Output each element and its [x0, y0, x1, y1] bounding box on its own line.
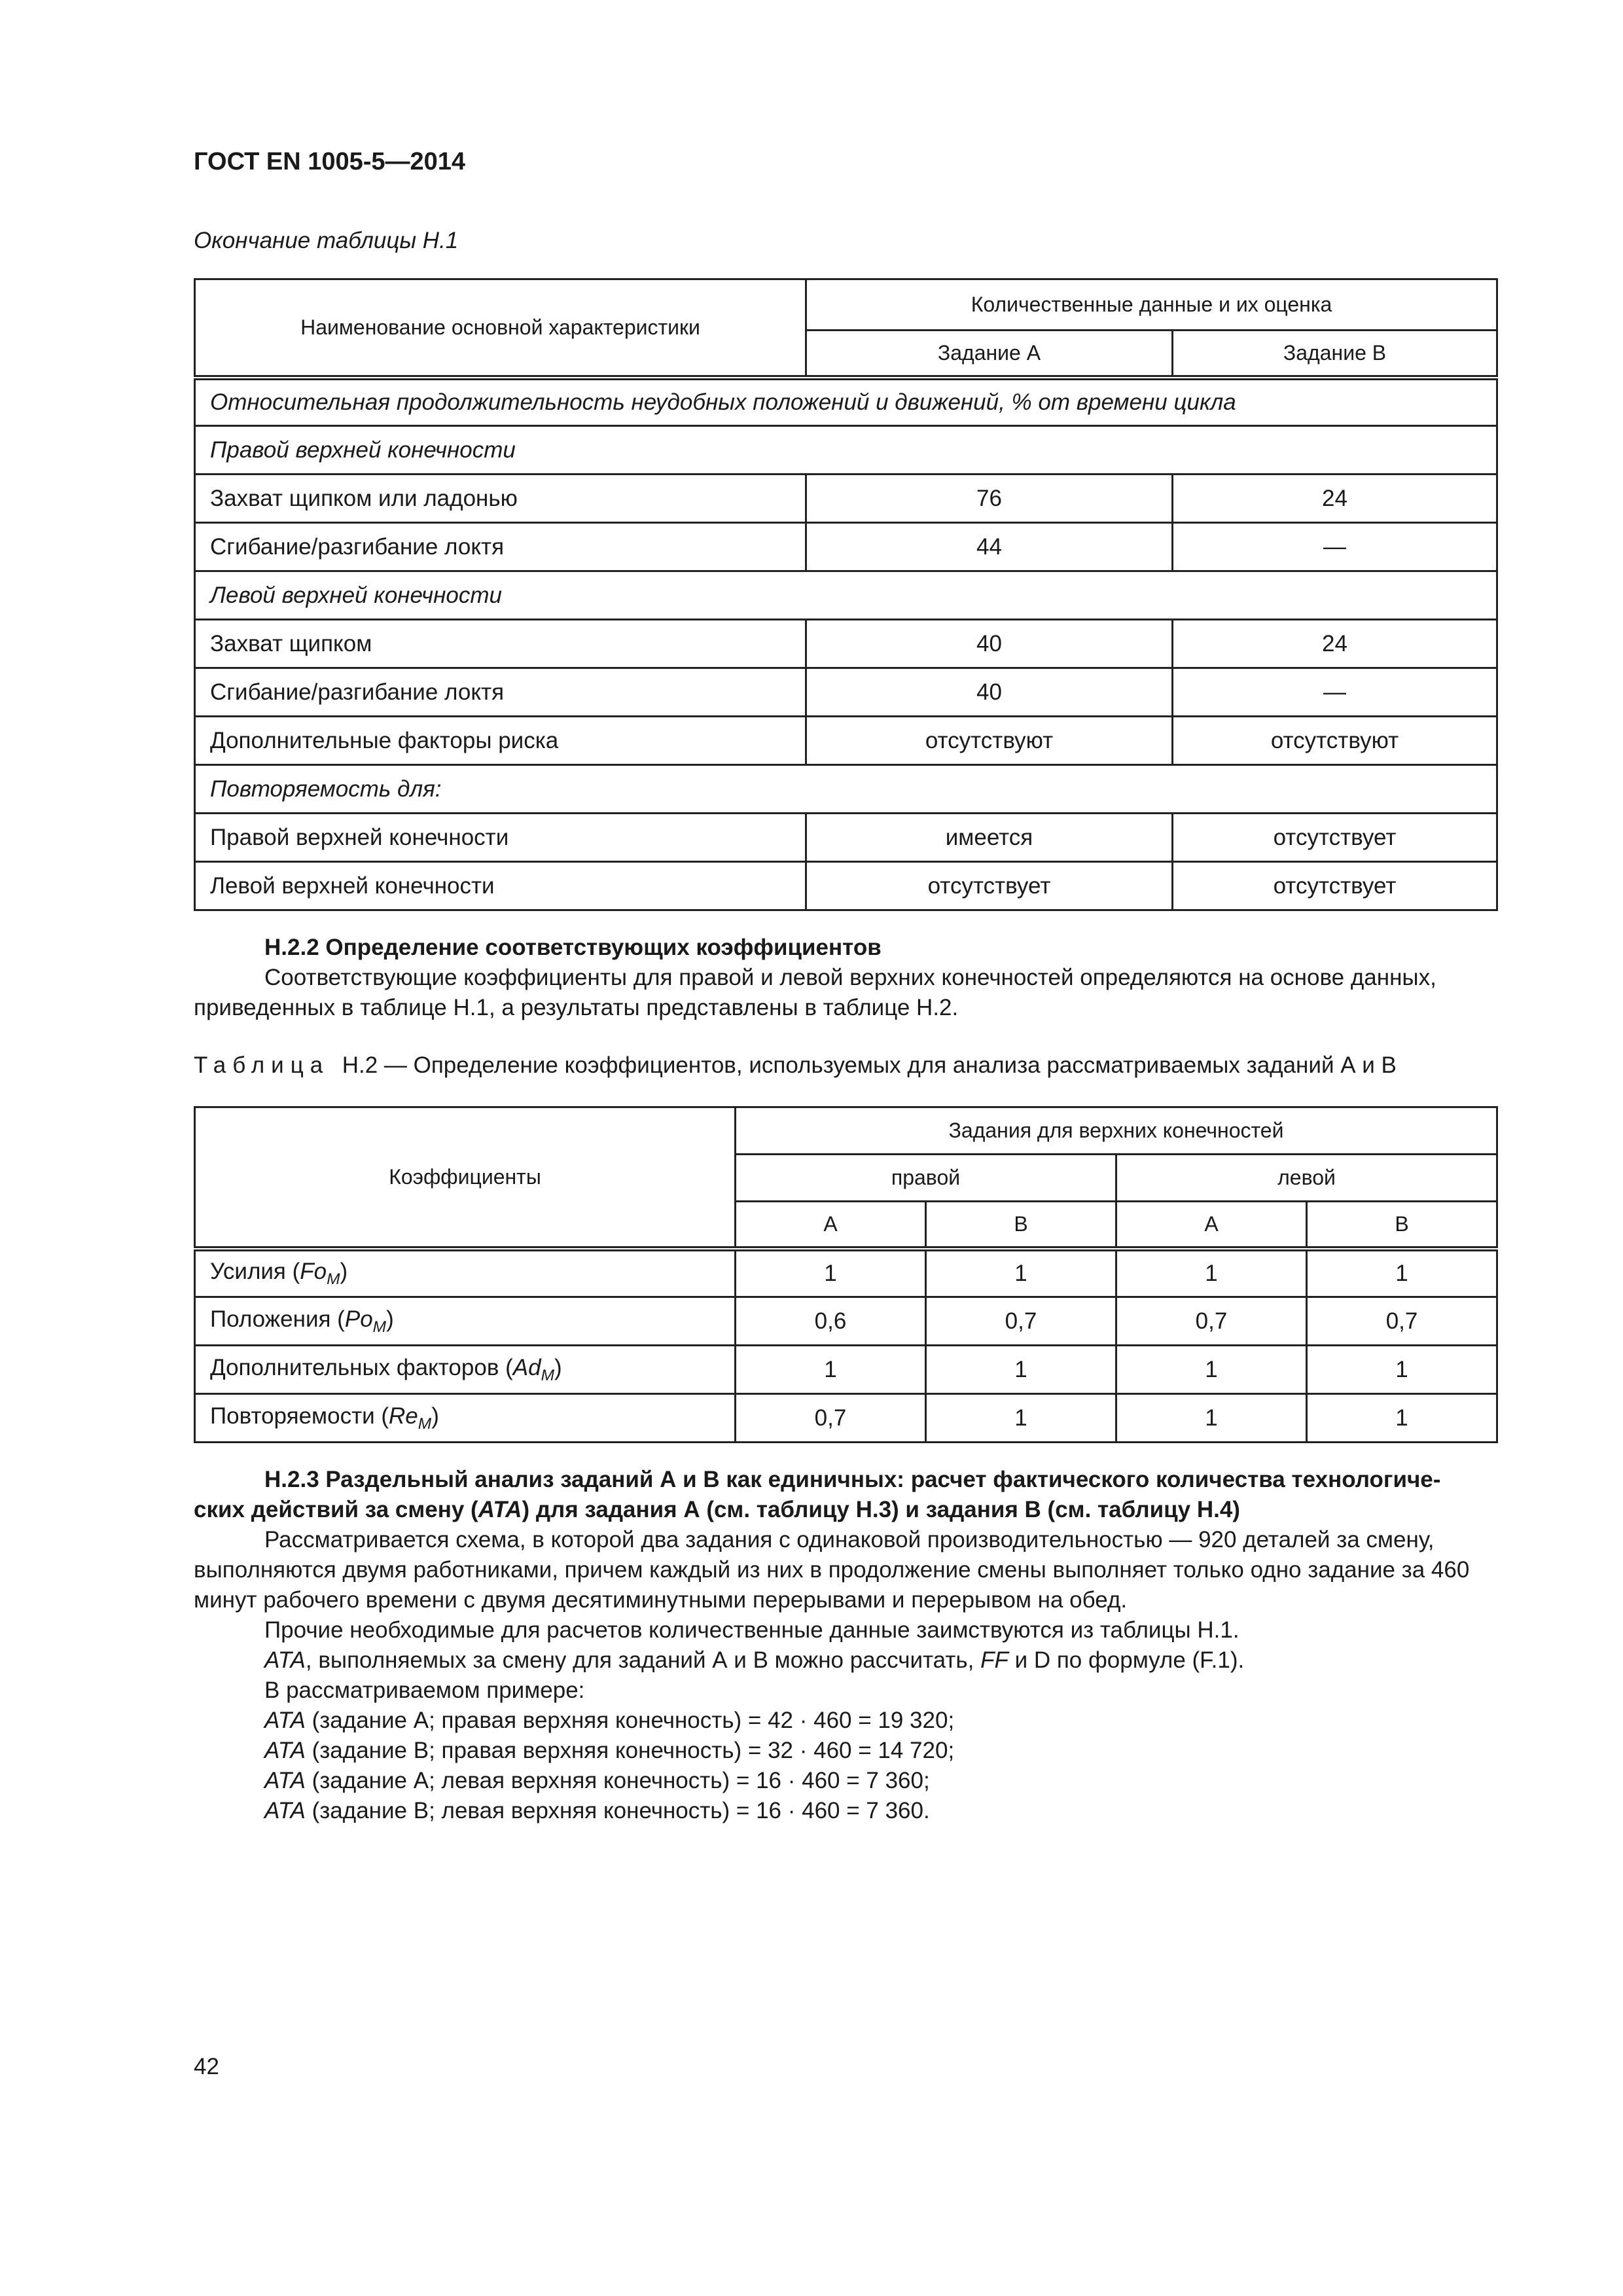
paragraph: Соответствующие коэффициенты для правой и левой верхних конечностей определяются на основе данных, приведенных в таблице Н.1, а результаты представлены в таблице Н.2.: [194, 965, 1436, 1020]
cell-value: отсутствуют: [806, 717, 1173, 765]
cell-value: —: [1173, 523, 1497, 571]
table-row: [195, 1249, 1497, 1297]
cell-value: 0,7: [926, 1297, 1116, 1346]
table-caption: [194, 1050, 1496, 1081]
col-header-tasks: Задания для верхних конечностей: [736, 1107, 1497, 1155]
caption-text: Н.2 — Определение коэффициентов, используемых для анализа рассматриваемых заданий А и В: [342, 1052, 1397, 1078]
row-label: Захват щипком или ладонью: [195, 475, 806, 523]
table-continuation-label: Окончание таблицы Н.1: [194, 228, 459, 253]
table-row: [195, 1297, 1497, 1346]
cell-value: отсутствует: [1173, 814, 1497, 862]
cell-value: 1: [1307, 1394, 1497, 1443]
section-heading-h22: Н.2.2 Определение соответствующих коэффициентов: [264, 935, 882, 960]
cell-value: 0,7: [736, 1394, 926, 1443]
row-label: Положения $(Po_M)$: [195, 1297, 736, 1346]
col-header-task-b: Задание В: [1173, 331, 1497, 378]
row-label: Дополнительных факторов $(Ad_M)$: [195, 1346, 736, 1394]
cell-value: 1: [926, 1394, 1116, 1443]
col-header-coefficients: Коэффициенты: [195, 1107, 736, 1249]
cell-value: 40: [806, 668, 1173, 717]
table-row: [195, 668, 1497, 717]
cell-value: 1: [1116, 1394, 1307, 1443]
table-row: [195, 523, 1497, 571]
cell-value: 1: [926, 1249, 1116, 1297]
cell-value: 1: [1307, 1346, 1497, 1394]
table-section-title: Относительная продолжительность неудобных положений и движений, % от времени цикла: [195, 378, 1497, 426]
paragraph: ATA, выполняемых за смену для заданий А и В можно рассчитать, FF и D по формуле (F.1).: [264, 1647, 1245, 1673]
row-label: Дополнительные факторы риска: [195, 717, 806, 765]
row-label: Левой верхней конечности: [195, 862, 806, 910]
cell-value: 44: [806, 523, 1173, 571]
col-header-right: правой: [736, 1155, 1116, 1202]
cell-value: 0,6: [736, 1297, 926, 1346]
row-label: Сгибание/разгибание локтя: [195, 668, 806, 717]
cell-value: 1: [736, 1249, 926, 1297]
col-header-left: левой: [1116, 1155, 1497, 1202]
formula-line: ATA (задание В; левая верхняя конечность) = 16 · 460 = 7 360.: [264, 1798, 930, 1823]
formula-line: ATA (задание А; правая верхняя конечность) = 42 · 460 = 19 320;: [264, 1708, 955, 1733]
cell-value: 1: [1116, 1249, 1307, 1297]
row-label: Повторяемости $(Re_M)$: [195, 1394, 736, 1443]
cell-value: 76: [806, 475, 1173, 523]
table-subsection-repeat: Повторяемость для:: [195, 765, 1497, 814]
cell-value: 24: [1173, 620, 1497, 668]
cell-value: отсутствуют: [1173, 717, 1497, 765]
col-header-task-a: Задание А: [806, 331, 1173, 378]
formula-line: ATA (задание В; правая верхняя конечность) = 32 · 460 = 14 720;: [264, 1738, 955, 1763]
table-row: [195, 475, 1497, 523]
table-row: [195, 620, 1497, 668]
table-row: [195, 1346, 1497, 1394]
table-row: [195, 1394, 1497, 1443]
cell-value: —: [1173, 668, 1497, 717]
table-row: [195, 814, 1497, 862]
caption-word: Таблица: [194, 1052, 330, 1078]
table-subsection-left: Левой верхней конечности: [195, 571, 1497, 620]
table-h2: [194, 1106, 1498, 1443]
section-heading-h23: Н.2.3 Раздельный анализ заданий А и В как единичных: расчет фактического количества технологиче- ских действий за смену (ATA) для задания А (см. таблицу Н.3) и задания В (см. таблицу Н.4): [194, 1467, 1441, 1522]
row-label: Правой верхней конечности: [195, 814, 806, 862]
table-row: [195, 862, 1497, 910]
paragraph: В рассматриваемом примере:: [264, 1677, 585, 1703]
cell-value: 1: [1307, 1249, 1497, 1297]
cell-value: 24: [1173, 475, 1497, 523]
col-header-b: В: [926, 1202, 1116, 1249]
paragraph: Рассматривается схема, в которой два задания с одинаковой производительностью — 920 деталей за смену, выполняются двумя работниками, причем каждый из них в продолжение смены выполняет только одно задание за 460 минут рабочего времени с двумя десятиминутными перерывами и перерывом на обед.: [194, 1527, 1470, 1613]
paragraph: Прочие необходимые для расчетов количественные данные заимствуются из таблицы Н.1.: [264, 1617, 1240, 1643]
col-header-a: А: [1116, 1202, 1307, 1249]
cell-value: отсутствует: [1173, 862, 1497, 910]
col-header-b: В: [1307, 1202, 1497, 1249]
row-label: Захват щипком: [195, 620, 806, 668]
cell-value: 0,7: [1307, 1297, 1497, 1346]
row-label: Сгибание/разгибание локтя: [195, 523, 806, 571]
table-subsection-right: Правой верхней конечности: [195, 426, 1497, 475]
col-header-characteristic: Наименование основной характеристики: [195, 279, 806, 378]
col-header-quantitative: Количественные данные и их оценка: [806, 279, 1497, 331]
cell-value: 40: [806, 620, 1173, 668]
cell-value: 0,7: [1116, 1297, 1307, 1346]
cell-value: отсутствует: [806, 862, 1173, 910]
table-h1: [194, 278, 1498, 911]
cell-value: 1: [736, 1346, 926, 1394]
row-label: Усилия $(Fo_M)$: [195, 1249, 736, 1297]
cell-value: 1: [926, 1346, 1116, 1394]
col-header-a: А: [736, 1202, 926, 1249]
table-row: [195, 717, 1497, 765]
cell-value: имеется: [806, 814, 1173, 862]
page-number: 42: [194, 2054, 219, 2079]
cell-value: 1: [1116, 1346, 1307, 1394]
formula-line: ATA (задание А; левая верхняя конечность) = 16 · 460 = 7 360;: [264, 1768, 930, 1793]
document-header: ГОСТ EN 1005-5—2014: [194, 148, 466, 175]
